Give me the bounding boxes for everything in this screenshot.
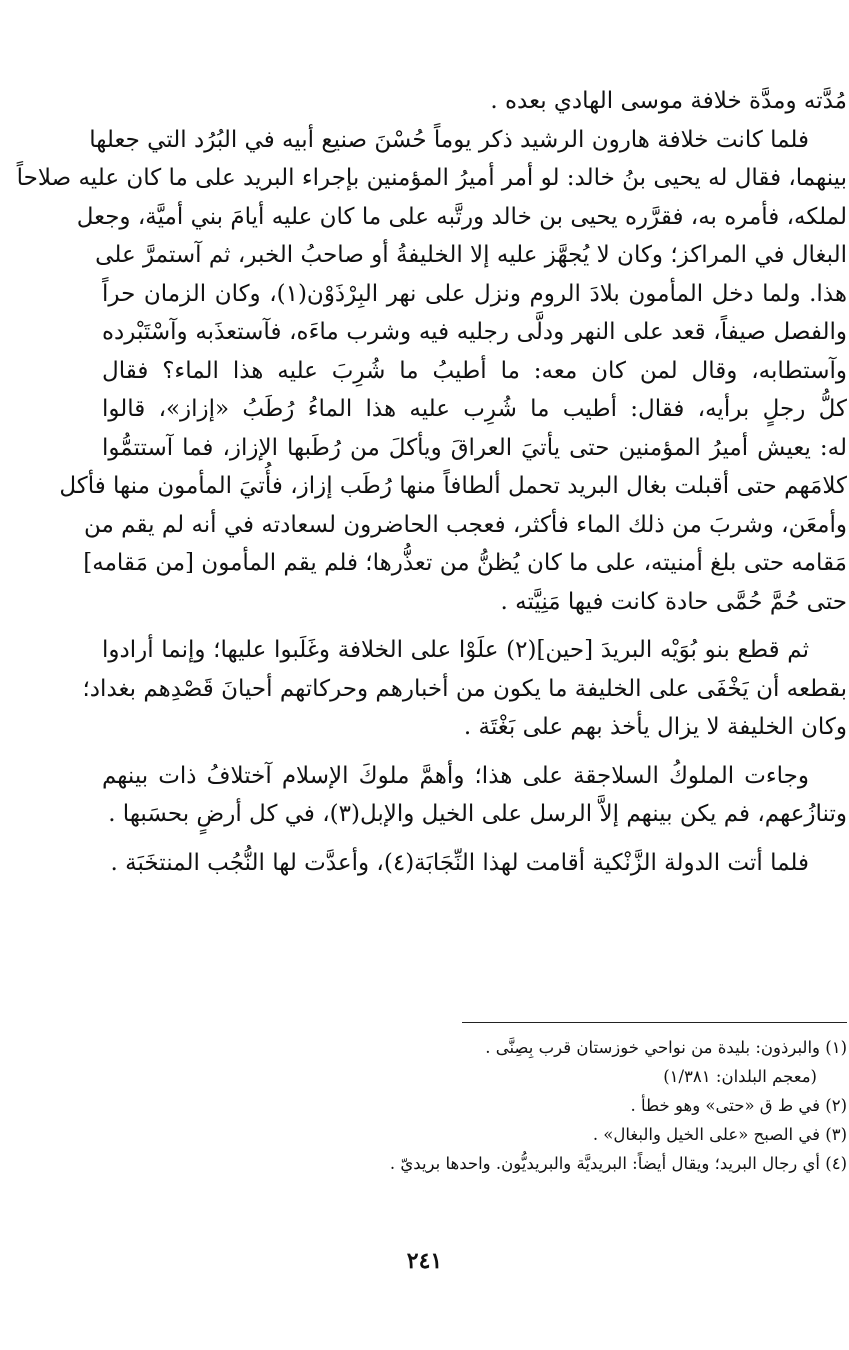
text-line: وأمعَن، وشربَ من ذلك الماء فأكثر، فعجب الحاضرون لسعادته في أنه لم يقم من — [84, 511, 847, 538]
text-line: وتنازُعهم، فم يكن بينهم إلاَّ الرسل على الخيل والإبل(٣)، في كل أرضٍ بحسَبها . — [108, 801, 847, 827]
text-line: بقطعه أن يَخْفَى على الخليفة ما يكون من أخبارهم وحركاتهم أحيانَ قَصْدِهم بغداد؛ — [82, 675, 847, 702]
text-line: كلُّ رجلٍ برأيه، فقال: أطيب ما شُرِب عليه هذا الماءُ رُطَبُ «إزاز»، قالوا — [102, 396, 847, 422]
text-line: مُدَّته ومدَّة خلافة موسى الهادي بعده . — [490, 88, 847, 114]
text-line: وآستطابه، وقال لمن كان معه: ما أطيبُ ما شُرِبَ عليه هذا الماء؟ فقال — [102, 357, 847, 384]
body-text — [16, 82, 848, 882]
footnote-1: (١) والبرذون: بليدة من نواحي خوزستان قرب بِصِنَّى . — [485, 1038, 847, 1057]
text-line: حتى حُمَّ حُمَّى حادة كانت فيها مَنِيَّته . — [500, 588, 847, 615]
page-number: ٢٤١ — [406, 1248, 443, 1274]
footnote-3: (٣) في الصبح «على الخيل والبغال» . — [592, 1125, 847, 1144]
text-line: والفصل صيفاً، قعد على النهر ودلَّى رجليه فيه وشرب ماءَه، فآستعذَبه وآسْتَبْرده — [102, 319, 847, 345]
paragraph-gap — [102, 747, 847, 757]
text-line: مَقامه حتى بلغ أمنيته، على ما كان يُظنُّ من تعذُّرها؛ فلم يقم المأمون [من مَقامه] — [83, 550, 847, 576]
text-line: ثم قطع بنو بُوَيْه البريدَ [حين](٢) علَوْا على الخلافة وغَلَبوا عليها؛ وإنما أرادوا — [102, 637, 809, 663]
footnote-4: (٤) أي رجال البريد؛ ويقال أيضاً: البريديَّة والبريديُّون. واحدها بريديّ . — [389, 1154, 847, 1173]
text-line: لملكه، فأمره به، فقرَّره يحيى بن خالد ورتَّبه على ما كان عليه أيامَ بني أميَّة، وجعل — [76, 203, 847, 230]
text-line: فلما أتت الدولة الزَّنْكية أقامت لهذا النِّجَابَة(٤)، وأعدَّت لها النُّجُب المنتخَبَة . — [110, 849, 809, 876]
paragraph-gap — [102, 621, 847, 631]
text-line: وكان الخليفة لا يزال يأخذ بهم على بَغْتَة . — [463, 714, 847, 740]
text-line: فلما كانت خلافة هارون الرشيد ذكر يوماً حُسْنَ صنيع أبيه في البُرُد التي جعلها — [89, 126, 809, 153]
text-line: وجاءت الملوكُ السلاجقة على هذا؛ وأهمَّ ملوكَ الإسلام آختلافُ ذات بينهم — [102, 762, 809, 789]
text-line: بينهما، فقال له يحيى بنُ خالد: لو أمر أميرُ المؤمنين بإجراء البريد على ما كان عليه صلاحاً — [16, 165, 847, 191]
footnote-divider — [462, 1022, 847, 1023]
footnote-1-source: (معجم البلدان: ١/٣٨١) — [663, 1067, 817, 1086]
text-line: له: يعيش أميرُ المؤمنين حتى يأتيَ العراقَ ويأكلَ من رُطَبها الإزاز، فما آستتمُّوا — [102, 434, 847, 461]
footnote-2: (٢) في ط ق «حتى» وهو خطأ . — [630, 1096, 847, 1115]
paragraph-gap — [102, 834, 847, 844]
text-line: كلامَهم حتى أقبلت بغال البريد تحمل ألطافاً منها رُطَب إزاز، فأُتيَ المأمون منها فأكل — [59, 473, 847, 499]
text-line: هذا. ولما دخل المأمون بلادَ الروم ونزل على نهر البِرْذَوْن(١)، وكان الزمان حراً — [102, 280, 848, 307]
footnotes — [102, 1033, 847, 1178]
text-line: البغال في المراكز؛ وكان لا يُجهَّز عليه إلا الخليفةُ أو صاحبُ الخبر، ثم آستمرَّ على — [95, 242, 847, 268]
